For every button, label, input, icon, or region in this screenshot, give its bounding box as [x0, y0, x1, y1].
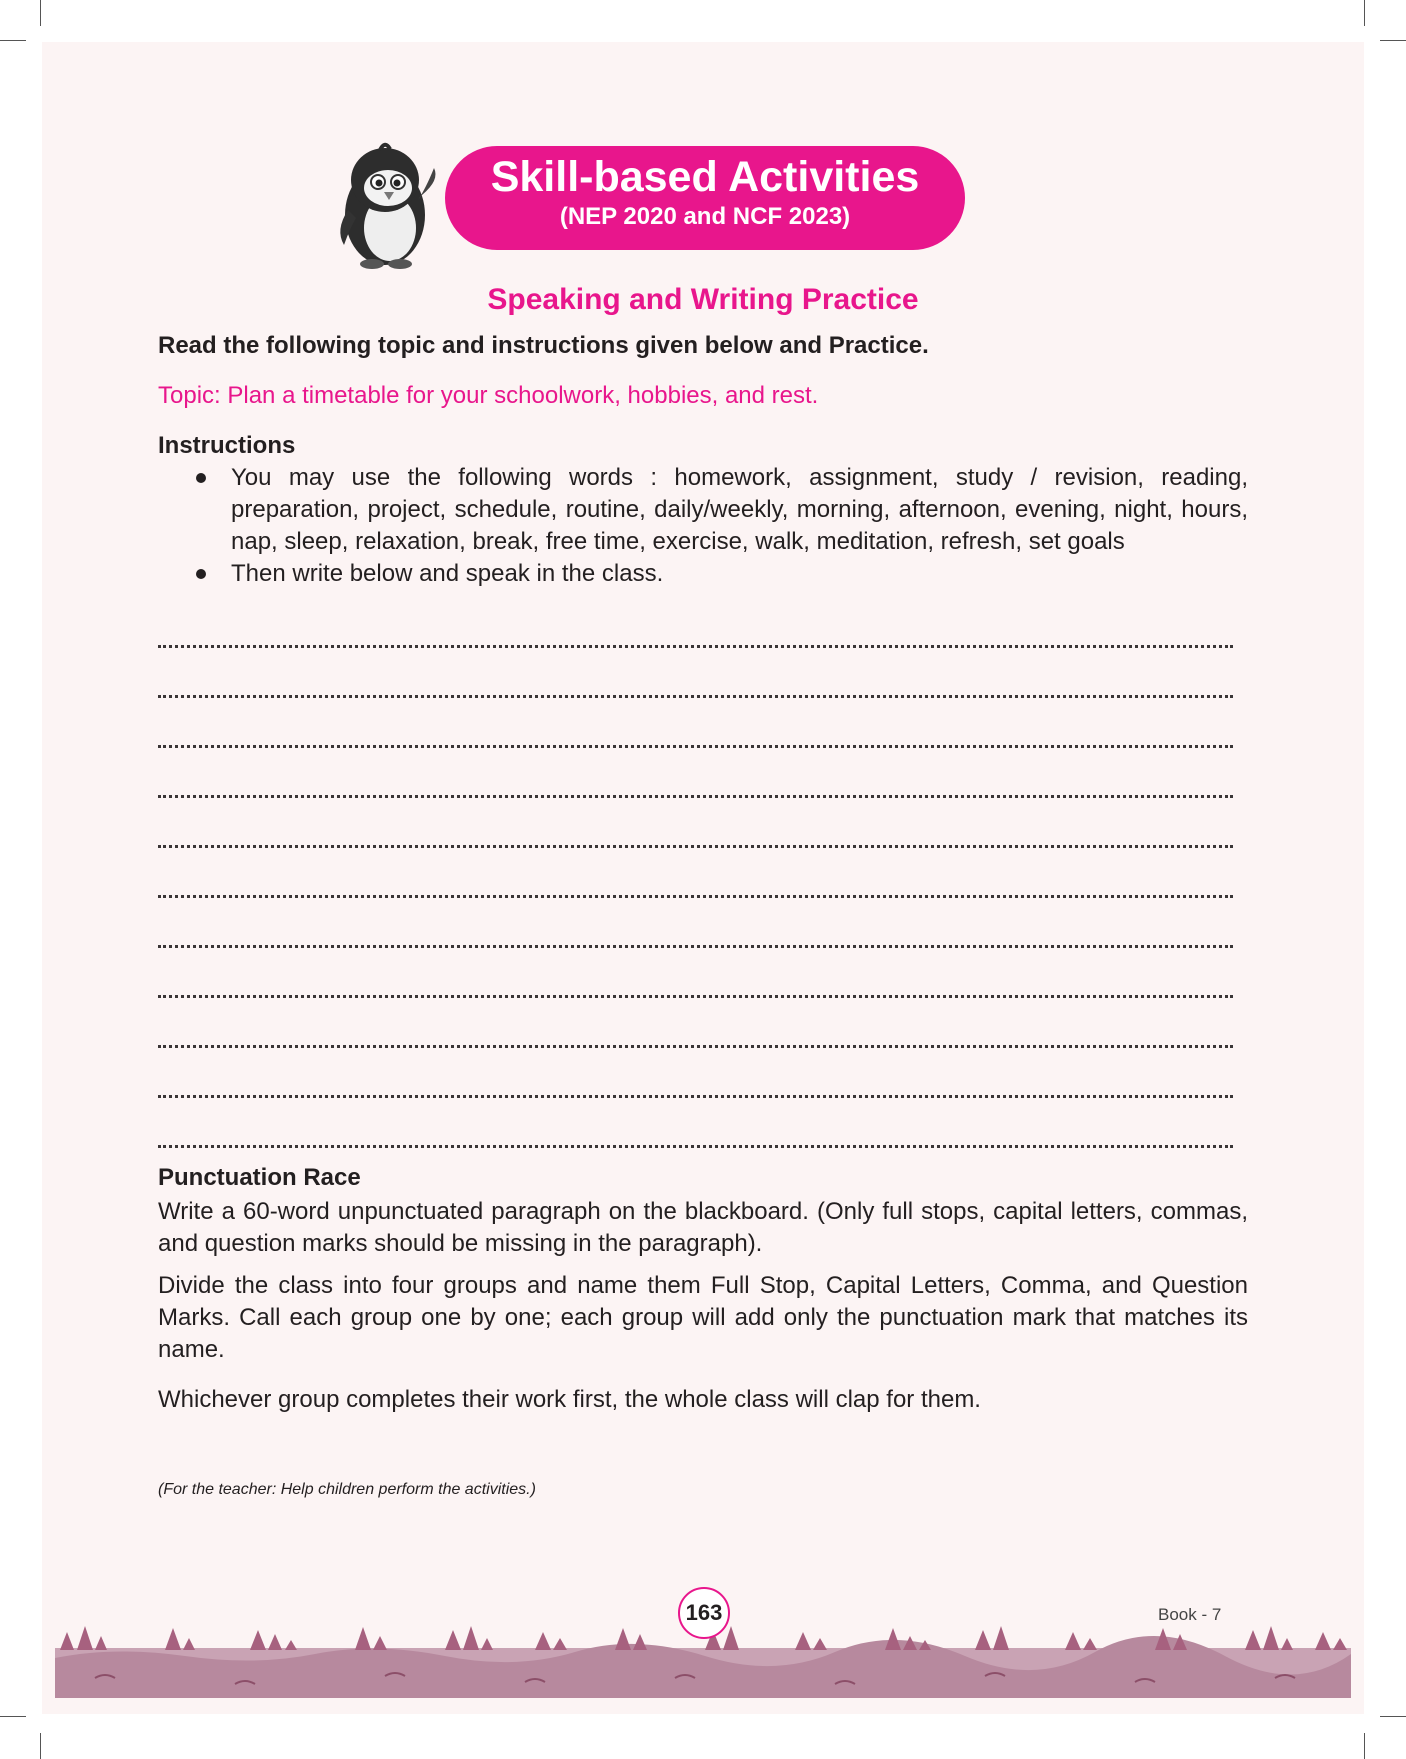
- writing-line[interactable]: [158, 612, 1233, 662]
- writing-line[interactable]: [158, 962, 1233, 1012]
- crop-mark: [40, 1733, 41, 1759]
- instructions-heading: Instructions: [158, 432, 296, 459]
- bullet-icon: [196, 569, 206, 579]
- punctuation-race-paragraph: Divide the class into four groups and name them Full Stop, Capital Letters, Comma, and Question Marks. Call each group one by one; each group will add only the punctuation mark that matches its name.: [158, 1272, 1248, 1363]
- topic-text: Topic: Plan a timetable for your schoolwork, hobbies, and rest.: [158, 382, 819, 409]
- writing-line[interactable]: [158, 1012, 1233, 1062]
- page-number: 163: [678, 1587, 730, 1639]
- book-label: Book - 7: [1158, 1605, 1222, 1624]
- writing-line[interactable]: [158, 862, 1233, 912]
- section-title: Speaking and Writing Practice: [487, 283, 919, 316]
- crop-mark: [1364, 0, 1365, 26]
- bullet-icon: [196, 473, 206, 483]
- writing-line[interactable]: [158, 812, 1233, 862]
- punctuation-race-heading: Punctuation Race: [158, 1164, 361, 1191]
- punctuation-race-paragraph: Whichever group completes their work first, the whole class will clap for them.: [158, 1386, 981, 1413]
- banner-title: Skill-based Activities: [490, 153, 920, 201]
- crop-mark: [1364, 1733, 1365, 1759]
- crop-mark: [0, 40, 26, 41]
- list-item: [158, 558, 1248, 590]
- crop-mark: [40, 0, 41, 26]
- writing-line[interactable]: [158, 912, 1233, 962]
- instructions-list: [158, 462, 1248, 590]
- teacher-note: (For the teacher: Help children perform the activities.): [158, 1481, 536, 1498]
- crop-mark: [0, 1716, 26, 1717]
- lead-instruction: Read the following topic and instructions given below and Practice.: [158, 332, 929, 359]
- penguin-mascot-icon: [330, 140, 450, 270]
- crop-mark: [1380, 40, 1406, 41]
- writing-line[interactable]: [158, 712, 1233, 762]
- writing-lines: [158, 612, 1233, 1162]
- instruction-text: You may use the following words : homework, assignment, study / revision, reading, preparation, project, schedule, routine, daily/weekly, morning, afternoon, evening, night, hours, nap, sleep, relaxation, break, free time, exercise, walk, meditation, refresh, set goals: [231, 464, 1248, 555]
- punctuation-race-paragraph: Write a 60-word unpunctuated paragraph on the blackboard. (Only full stops, capital letters, commas, and question marks should be missing in the paragraph).: [158, 1198, 1248, 1257]
- activity-banner: [445, 146, 965, 250]
- writing-line[interactable]: [158, 1062, 1233, 1112]
- activity-header: [290, 100, 990, 270]
- writing-line[interactable]: [158, 762, 1233, 812]
- crop-mark: [1380, 1716, 1406, 1717]
- writing-line[interactable]: [158, 1112, 1233, 1162]
- writing-line[interactable]: [158, 662, 1233, 712]
- banner-subtitle: (NEP 2020 and NCF 2023): [559, 203, 851, 230]
- instruction-text: Then write below and speak in the class.: [231, 560, 664, 587]
- list-item: [158, 462, 1248, 558]
